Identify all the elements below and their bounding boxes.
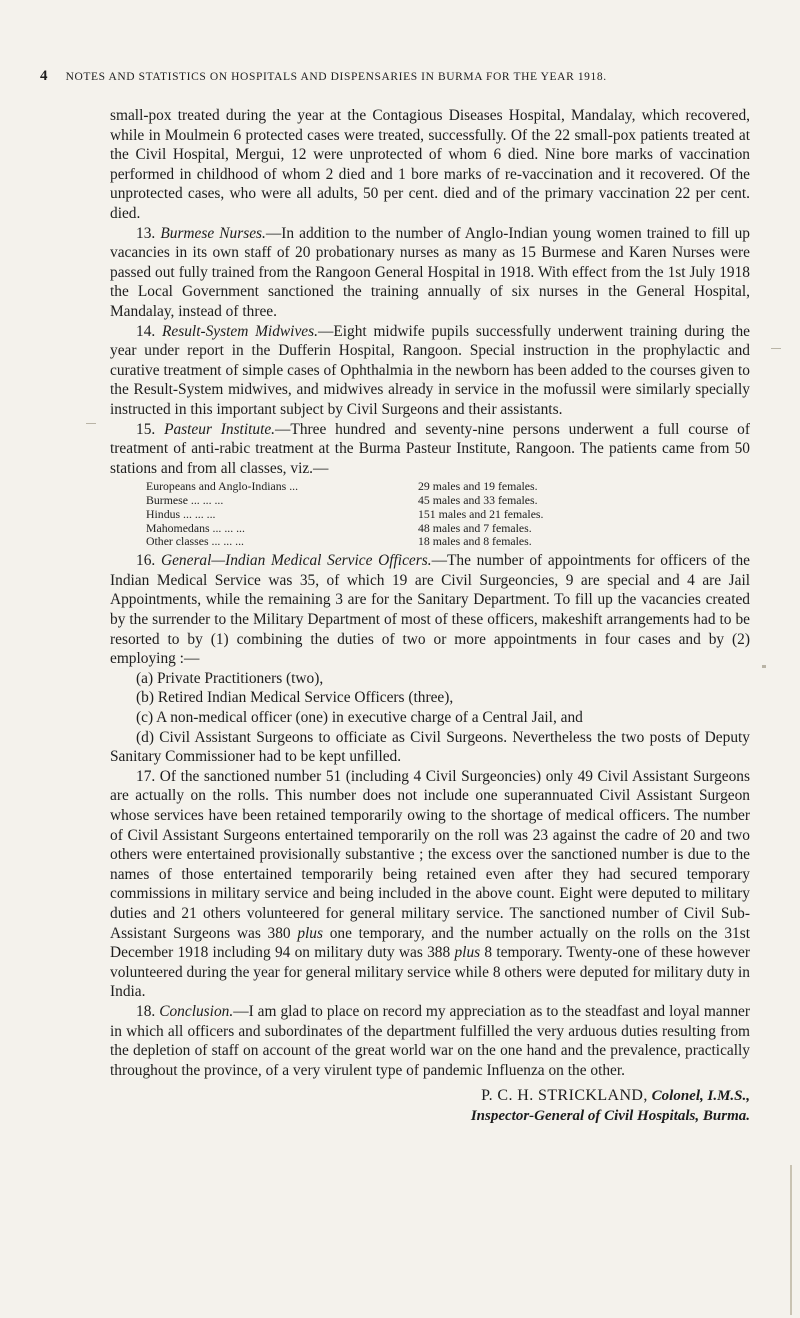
table-row xyxy=(146,494,750,508)
running-header xyxy=(40,68,780,85)
paragraph-text: —In addition to the number of Anglo-Indian young women trained to fill up vacancies in its own staff of 20 probationary nurses as many as 15 Burmese and Karen Nurses were passed out fully trained from the Rangoon General Hospital in 1918. With effect from the 1st July 1918 the Local Government sanctioned the training annually of six nurses in the General Hospital, Mandalay, instead of three. xyxy=(110,224,750,320)
paragraph-14 xyxy=(110,322,750,420)
list-item: (c) A non-medical officer (one) in executive charge of a Central Jail, and xyxy=(136,709,583,727)
paragraph-heading: Pasteur Institute. xyxy=(164,420,276,438)
paragraph-15 xyxy=(110,420,750,479)
paragraph-text: —Three hundred and seventy-nine persons underwent a full course of treatment of anti-rabic treatment at the Burma Pasteur Institute, Rangoon. The patients came from 50 stations and from all classes, viz.— xyxy=(110,420,750,477)
paragraph-18 xyxy=(110,1002,750,1080)
emphasis-plus: plus xyxy=(297,924,323,942)
list-item: (d) Civil Assistant Surgeons to officiate as Civil Surgeons. Nevertheless the two posts of Deputy Sanitary Commissioner had to be kept unfilled. xyxy=(110,728,750,766)
paragraph-text: one temporary, and the number actually on the rolls on the 31st December 1918 including 94 on military duty was 388 xyxy=(110,924,750,962)
paragraph-text: 8 temporary. Twenty-one of these however volunteered during the year for general military service while 8 others were deputed for military duty in India. xyxy=(110,944,750,1001)
list-item: (b) Retired Indian Medical Service Officers (three), xyxy=(136,689,454,707)
table-cell-value: 151 males and 21 females. xyxy=(418,506,544,521)
margin-mark xyxy=(762,665,766,668)
emphasis-plus: plus xyxy=(454,944,481,962)
paragraph-text: —The number of appointments for officers of the Indian Medical Service was 35, of which 19 are Civil Surgeoncies, 9 are special and 4 are Jail Appointments, while the remaining 3 are for the Sanitary Department. To fill up the vacancies created by the surrender to the Military Department of most of these officers, makeshift arrangements had to be resorted to by (1) combining the duties of two or more appointments in four cases and by (2) employing :— xyxy=(110,552,750,668)
margin-mark xyxy=(771,348,781,349)
signatory-name: P. C. H. STRICKLAND, xyxy=(481,1087,648,1105)
table-cell-group: Hindus ... ... ... xyxy=(146,507,216,521)
paragraph-number: 13. xyxy=(136,224,156,242)
table-cell-group: Mahomedans ... ... ... xyxy=(146,521,245,535)
running-title: NOTES AND STATISTICS ON HOSPITALS AND DISPENSARIES IN BURMA FOR THE YEAR 1918. xyxy=(65,71,607,83)
document-body xyxy=(110,106,750,1126)
signatory-rank: Colonel, I.M.S., xyxy=(651,1088,750,1105)
paragraph-intro: small-pox treated during the year at the Contagious Diseases Hospital, Mandalay, which recovered, while in Moulmein 6 protected cases were treated, successfully. Of the 22 small-pox patients treated at the Civil Hospital, Mergui, 12 were unprotected of whom 6 died. Nine bore marks of vaccination performed in childhood of whom 2 died and 1 bore marks of re-vaccination and it recovered. Of the unprotected cases, who were all adults, 50 per cent. died and of the primary vaccination 22 per cent. died. xyxy=(110,107,750,222)
pasteur-patient-table xyxy=(146,480,750,549)
paragraph-number: 16. xyxy=(136,552,156,570)
table-cell-value: 29 males and 19 females. xyxy=(418,479,538,494)
paragraph-number: 18. xyxy=(136,1002,156,1020)
paragraph-text: —Eight midwife pupils successfully underwent training during the year under report in the Dufferin Hospital, Rangoon. Special instruction in the prophylactic and curative treatment of simple cases of Ophthalmia in the newborn has been added to the courses given to the Result-System midwives, and midwives already in service in the mofussil were similarly specially instructed in this important subject by Civil Surgeons and their assistants. xyxy=(110,322,750,418)
table-row xyxy=(146,522,750,536)
signature-block xyxy=(110,1086,750,1126)
paragraph-text: —I am glad to place on record my appreciation as to the steadfast and loyal manner in which all officers and subordinates of the department fulfilled the very arduous duties resulting from the depletion of staff on account of the great world war on the one hand and the prevalence, practically throughout the province, of a very virulent type of pandemic Influenza on the other. xyxy=(110,1002,750,1079)
paragraph-number: 17. xyxy=(136,767,156,785)
paragraph-number: 14. xyxy=(136,322,156,340)
table-cell-group: Other classes ... ... ... xyxy=(146,535,244,549)
paragraph-text: Of the sanctioned number 51 (including 4 Civil Surgeoncies) only 49 Civil Assistant Surgeons are actually on the rolls. This number does not include one superannuated Civil Assistant Surgeon whose services have been retained temporarily owing to the shortage of medical officers. The number of Civil Assistant Surgeons entertained temporarily on the roll was 23 against the cadre of 20 and two others were entertained provisionally substantive ; the excess over the sanctioned number is due to the names of those entertained temporarily being retained even after they had secured temporary commissions in military service and being included in the above count. Eight were deputed to military duties and 21 others volunteered for general military service. The sanctioned number of Civil Sub-Assistant Surgeons was 380 xyxy=(110,767,750,942)
paragraph-16 xyxy=(110,551,750,669)
table-cell-group: Burmese ... ... ... xyxy=(146,494,224,508)
signature-line-1 xyxy=(110,1086,750,1107)
table-row xyxy=(146,535,750,549)
table-row xyxy=(146,508,750,522)
paragraph-heading: Burmese Nurses. xyxy=(160,224,266,242)
margin-mark xyxy=(86,423,96,424)
paragraph-heading: Result-System Midwives. xyxy=(162,322,318,340)
margin-mark xyxy=(790,1165,792,1315)
employment-list xyxy=(110,669,750,767)
table-cell-value: 18 males and 8 females. xyxy=(418,534,532,549)
paragraph-17 xyxy=(110,767,750,1002)
page-number: 4 xyxy=(40,68,49,84)
table-cell-group: Europeans and Anglo-Indians ... xyxy=(146,480,299,494)
table-cell-value: 48 males and 7 females. xyxy=(418,520,532,535)
signatory-title: Inspector-General of Civil Hospitals, Burma. xyxy=(470,1107,750,1124)
table-cell-value: 45 males and 33 females. xyxy=(418,493,538,508)
paragraph-13 xyxy=(110,224,750,322)
paragraph-heading: General—Indian Medical Service Officers. xyxy=(160,552,432,570)
table-row xyxy=(146,480,750,494)
paragraph-heading: Conclusion. xyxy=(159,1002,234,1020)
list-item: (a) Private Practitioners (two), xyxy=(136,669,324,687)
paragraph-number: 15. xyxy=(136,420,156,438)
